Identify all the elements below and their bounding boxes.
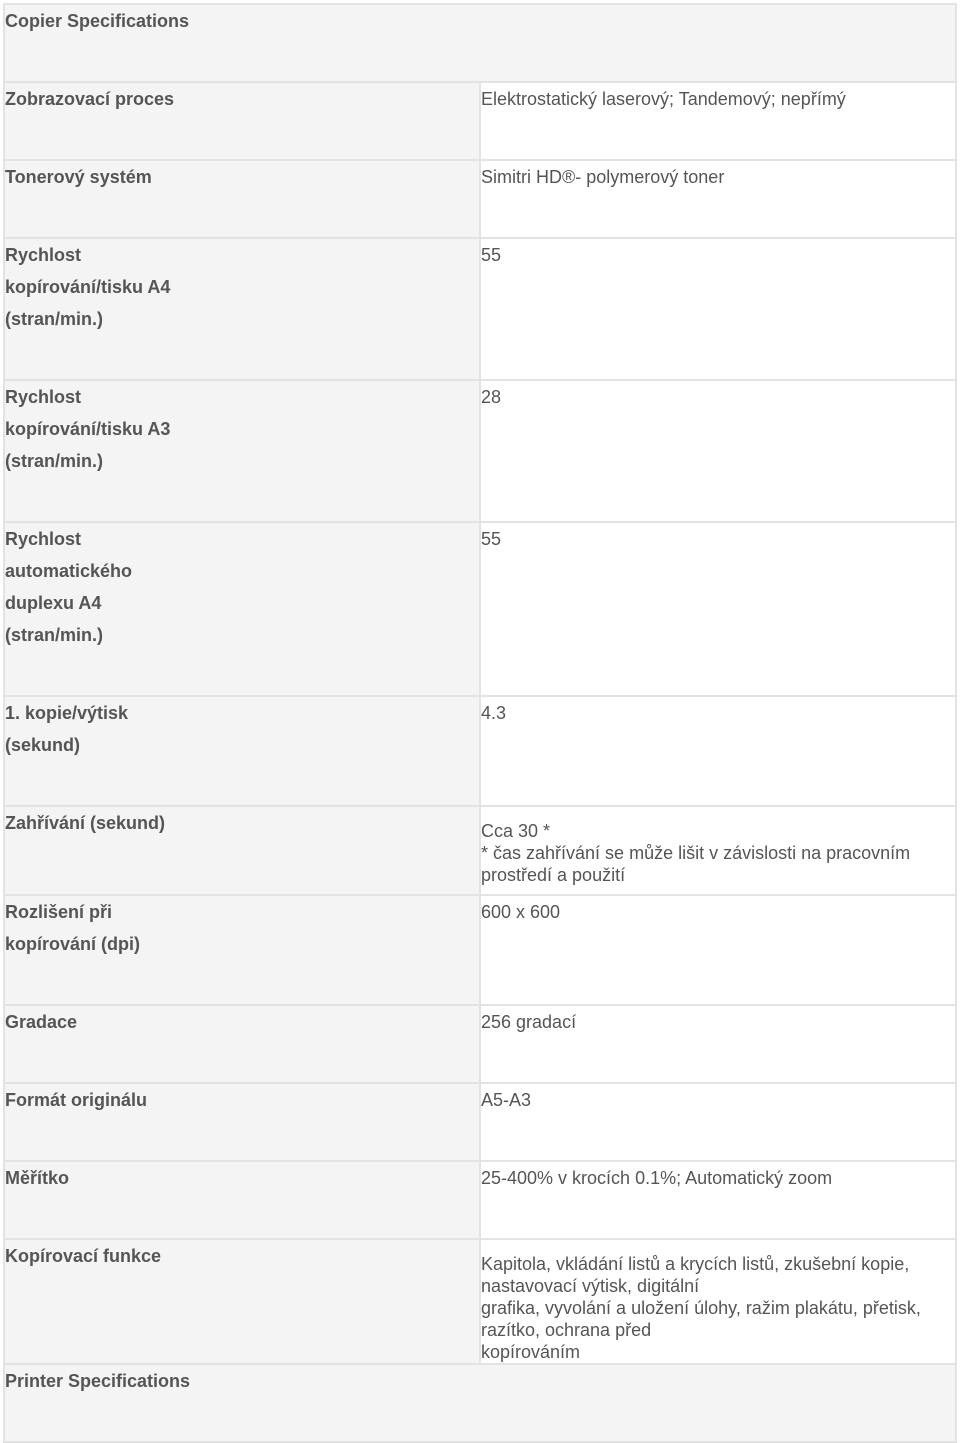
- spec-label: Kopírovací funkce: [4, 1239, 480, 1364]
- spec-label-line: 1. kopie/výtisk: [5, 703, 129, 723]
- spec-value: [480, 1239, 956, 1364]
- spec-row: [4, 160, 956, 238]
- spec-label: [4, 696, 480, 806]
- spec-value-line: Cca 30 *: [481, 821, 551, 841]
- spec-label-line: Rychlost: [5, 387, 82, 407]
- spec-value-line: grafika, vyvolání a uložení úlohy, ražim plakátu, přetisk, razítko, ochrana před: [481, 1298, 921, 1340]
- spec-value-line: * čas zahřívání se může lišit v závislosti na pracovním prostředí a použití: [481, 843, 911, 885]
- spec-row: [4, 895, 956, 1005]
- spec-value: 55: [480, 238, 956, 380]
- spec-label: [4, 895, 480, 1005]
- spec-label: Měřítko: [4, 1161, 480, 1239]
- spec-value: 256 gradací: [480, 1005, 956, 1083]
- spec-value: [480, 806, 956, 895]
- spec-label: Tonerový systém: [4, 160, 480, 238]
- section-title-printer: Printer Specifications: [4, 1364, 956, 1442]
- spec-row: [4, 1239, 956, 1364]
- spec-value: 25-400% v krocích 0.1%; Automatický zoom: [480, 1161, 956, 1239]
- spec-label-line: automatického: [5, 561, 133, 581]
- section-row-printer: [4, 1364, 956, 1442]
- spec-value: Elektrostatický laserový; Tandemový; nepřímý: [480, 82, 956, 160]
- spec-row: [4, 1083, 956, 1161]
- spec-label: [4, 380, 480, 522]
- spec-row: [4, 380, 956, 522]
- spec-row: [4, 696, 956, 806]
- spec-label-line: Rozlišení při: [5, 902, 113, 922]
- spec-value: Simitri HD®- polymerový toner: [480, 160, 956, 238]
- spec-label-line: (stran/min.): [5, 451, 104, 471]
- spec-row: [4, 238, 956, 380]
- spec-label-line: (stran/min.): [5, 309, 104, 329]
- spec-value: 28: [480, 380, 956, 522]
- spec-label-line: (stran/min.): [5, 625, 104, 645]
- spec-label-line: kopírování/tisku A3: [5, 419, 171, 439]
- spec-label-line: Rychlost: [5, 529, 82, 549]
- spec-label-line: kopírování/tisku A4: [5, 277, 171, 297]
- spec-row: [4, 1005, 956, 1083]
- spec-label: Gradace: [4, 1005, 480, 1083]
- spec-label: Zahřívání (sekund): [4, 806, 480, 895]
- spec-label-line: Rychlost: [5, 245, 82, 265]
- section-title-copier: Copier Specifications: [4, 4, 956, 82]
- spec-value: 55: [480, 522, 956, 696]
- spec-row: [4, 522, 956, 696]
- spec-label: Formát originálu: [4, 1083, 480, 1161]
- spec-label-line: duplexu A4: [5, 593, 102, 613]
- spec-row: [4, 806, 956, 895]
- spec-table: [3, 3, 957, 1443]
- spec-label-line: (sekund): [5, 735, 81, 755]
- spec-value: 600 x 600: [480, 895, 956, 1005]
- spec-label-line: kopírování (dpi): [5, 934, 140, 954]
- spec-row: [4, 82, 956, 160]
- spec-value-line: Kapitola, vkládání listů a krycích listů, zkušební kopie, nastavovací výtisk, digitální: [481, 1254, 910, 1296]
- spec-value: 4.3: [480, 696, 956, 806]
- spec-label: [4, 238, 480, 380]
- section-row-copier: [4, 4, 956, 82]
- spec-label: [4, 522, 480, 696]
- spec-value-line: kopírováním: [481, 1342, 581, 1362]
- spec-label: Zobrazovací proces: [4, 82, 480, 160]
- spec-row: [4, 1161, 956, 1239]
- spec-value: A5-A3: [480, 1083, 956, 1161]
